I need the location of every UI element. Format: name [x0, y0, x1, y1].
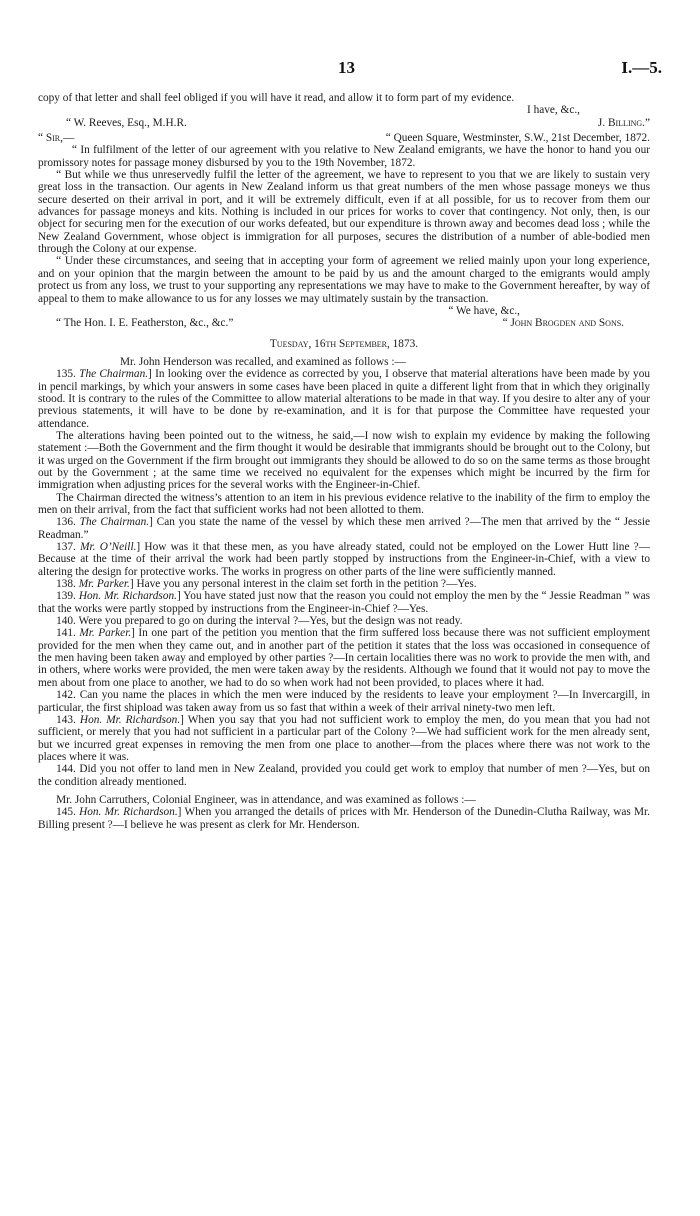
letter1-signoff [38, 117, 650, 129]
session-date: Tuesday, 16th September, 1873. [269, 337, 419, 350]
evidence-entry [38, 492, 650, 517]
question-answer-text: When you arranged the details of prices with Mr. Henderson of the Dunedin-Clutha Railway, was Mr. Billing present ?—I believe he was present as clerk for Mr. Henderson. [38, 806, 651, 831]
letter2-address-date: “ Queen Square, Westminster, S.W., 21st December, 1872. [385, 132, 650, 145]
letter1-addressee: “ W. Reeves, Esq., M.H.R. [66, 116, 187, 129]
question-answer-text: Can you name the places in which the men were induced by the residents to leave your employment ?—In Invercargill, in particular, the first shipload was taken away from us so fast that within a week of their arrival ninety-two men left. [38, 689, 651, 714]
question-number: 145. [56, 806, 76, 819]
question-answer-text: Have you any personal interest in the claim set forth in the petition ?—Yes. [136, 578, 477, 591]
questioner: Hon. Mr. Richardson. [79, 713, 181, 726]
letter2-paragraph: “ In fulfilment of the letter of our agreement with you relative to New Zealand emigrants, we have the honor to hand you our promissory notes for passage money disbursed by you to the 19th November, 1872. [38, 144, 650, 169]
letter2-signature: “ John Brogden and Sons. [502, 317, 624, 330]
questioner: The Chairman. [79, 368, 149, 381]
evidence-entry: 137. Mr. O’Neill.] How was it that these men, as you have already stated, could not be employed on the Lower Hutt line ?—Because at the time of their arrival the work had been partly stopped by instructions from the Engineer-in-Chief, with a view to altering the design for protective works. The works in progress on other parts of the line were sufficiently manned. [38, 541, 650, 578]
question-number: 141. [56, 627, 76, 640]
document-reference: I.—5. [621, 58, 662, 77]
question-number: 136. [56, 516, 76, 529]
evidence-entry: 136. The Chairman.] Can you state the name of the vessel by which these men arrived ?—The men that arrived by the “ Jessie Readman.” [38, 516, 651, 541]
letter2-signoff [38, 317, 650, 329]
evidence-entry [38, 430, 650, 492]
letter1-tail: copy of that letter and shall feel obliged if you will have it read, and allow it to form part of my evidence. [38, 92, 515, 104]
questioner: Mr. O’Neill. [80, 541, 137, 554]
question-answer-text: Can you state the name of the vessel by which these men arrived ?—The men that arrived by the “ Jessie Readman.” [38, 516, 651, 541]
evidence-entry [38, 763, 650, 788]
questioner: The Chairman. [79, 516, 150, 529]
question-number: 140. [56, 615, 76, 628]
questioner: Mr. Parker. [78, 578, 130, 591]
letter2-paragraph: “ But while we thus unreservedly fulfil the letter of the agreement, we have to represent to you that we are likely to sustain very great loss in the transaction. Our agents in New Zealand inform us that great numbers of the men whose passage moneys we thus secure deserted on their arrival in port, and it will be extremely difficult, even if at all possible, for us to recover from them our advances for passage moneys and kits. Nothing is included in our prices for works to cover that contingency. Not only, then, is our object for securing men for the execution of our works defeated, but our expenditure is thrown away and becomes dead loss ; while the New Zealand Government, whose object is immigration for all purposes, secures the distribution of a number of able-bodied men through the Colony at our expense. [38, 169, 650, 256]
question-number: 143. [56, 713, 76, 726]
evidence-entry [38, 615, 650, 627]
evidence-entry: 139. Hon. Mr. Richardson.] You have stated just now that the reason you could not employ the men by the “ Jessie Readman ” was that the works were partly stopped by instructions from the Engineer-in-Chief ?—Yes. [38, 590, 651, 615]
questioner: Hon. Mr. Richardson. [78, 590, 177, 603]
letter2-salutation: “ Sir,— [38, 132, 75, 145]
question-answer-text: In looking over the evidence as corrected by you, I observe that material alterations have been made by you in pencil markings, by which your answers in some cases have been placed in quite a different light from that in which they originally stood. It is contrary to the rules of the Committee to allow material alterations to be made in that way. If you desire to alter any of your previous statements, it will have to be done by re-examination, and it is for that purpose the Committee have requested your attendance. [38, 368, 651, 430]
evidence-entry [38, 689, 650, 714]
question-answer-text: In one part of the petition you mention that the firm suffered loss because there was not sufficient employment provided for the men when they came out, and in another part of the petition it states that the loss was occasioned in consequence of the men having been taken away and employed by other parties ?—In certain localities there was no work to provide the men with, and in others, where works were provided, the men were taken away by the residents. Although we found that it would not pay to move the men about from one place to another, we had to do so when work had not been provided, to places where it had. [38, 627, 650, 689]
letter2-paragraph: “ Under these circumstances, and seeing that in accepting your form of agreement we relied mainly upon your long experience, and on your opinion that the margin between the amount to be paid by us and the amount charged to the emigrants would amply protect us from any loss, we trust to your supporting any representations we may have to make to the Government hereafter, by way of appeal to them to make allowance to us for any losses we may ultimately sustain by the transaction. [38, 255, 650, 305]
question-number: 137. [56, 541, 76, 554]
second-witness-intro: Mr. John Carruthers, Colonial Engineer, was in attendance, and was examined as follows :— [56, 793, 476, 806]
question-number: 142. [56, 689, 76, 702]
page-number: 13 [338, 58, 355, 77]
letter2-closing: “ We have, &c., [448, 304, 520, 317]
evidence-entry: 143. Hon. Mr. Richardson.] When you say that you had not sufficient work to employ the men, do you mean that you had not sufficient, or merely that you had not sufficient in a particular part of the Colony ?—We had sufficient work for the men already sent, but we incurred great expenses in removing the men from one place to another—from the places where there was not work to the places where it was. [38, 713, 650, 763]
letter2-heading [38, 132, 650, 144]
body-text [38, 92, 650, 831]
letter2-addressee: “ The Hon. I. E. Featherston, &c., &c.” [56, 317, 234, 330]
question-answer-text: Did you not offer to land men in New Zealand, provided you could get work to employ that number of men ?—Yes, but on the condition already mentioned. [38, 763, 650, 788]
evidence-entry: 135. The Chairman.] In looking over the evidence as corrected by you, I observe that material alterations have been made by you in pencil markings, by which your answers in some cases have been placed in quite a different light from that in which they originally stood. It is contrary to the rules of the Committee to allow material alterations to be made in that way. If you desire to alter any of your previous statements, it will have to be done by re-examination, and it is for that purpose the Committee have requested your attendance. [38, 368, 651, 430]
letter1-signature: J. Billing.” [597, 116, 650, 129]
question-number: 144. [56, 763, 76, 776]
evidence-list [38, 368, 650, 788]
question-answer-text: The alterations having been pointed out to the witness, he said,—I now wish to explain my evidence by making the following statement :—Both the Government and the firm thought it would be desirable that immigrants should be brought out to the Colony, but it was urged on the Government if the firm brought out immigrants they should be allowed to do so on the same terms as those brought out by the Government ; at the same time we received no equivalent for the expenses which might be incurred by the firm for immigration when adjusting prices for the several works with the Engineer-in-Chief. [38, 429, 650, 492]
question-number: 139. [56, 590, 76, 603]
question-answer-text: The Chairman directed the witness’s attention to an item in his previous evidence relative to the inability of the firm to employ the men on their arrival, from the fact that sufficient works had not been allotted to them. [38, 491, 650, 516]
question-number: 138. [56, 578, 76, 591]
question-number: 135. [56, 368, 76, 381]
witness-intro: Mr. John Henderson was recalled, and examined as follows :— [120, 355, 406, 368]
question-answer-text: How was it that these men, as you have already stated, could not be employed on the Lower Hutt line ?—Because at the time of their arrival the work had been partly stopped by instructions from the Engineer-in-Chief, with a view to altering the design for protective works. The works in progress on other parts of the line were sufficiently manned. [38, 541, 650, 578]
question-answer-text: You have stated just now that the reason you could not employ the men by the “ Jessie Readman ” was that the works were partly stopped by instructions from the Engineer-in-Chief ?—Yes. [38, 590, 651, 615]
question-answer-text: When you say that you had not sufficient work to employ the men, do you mean that you had not sufficient, or merely that you had not sufficient in a particular part of the Colony ?—We had sufficient work for the men already sent, but we incurred great expenses in removing the men from one place to another—from the places where there was not work to the places where it was. [38, 713, 650, 763]
evidence-entry: 141. Mr. Parker.] In one part of the petition you mention that the firm suffered loss because there was not sufficient employment provided for the men when they came out, and in another part of the petition it states that the loss was occasioned in consequence of the men having been taken away and employed by other parties ?—In certain localities there was no work to provide the men with, and in others, where works were provided, the men were taken away by the residents. Although we found that it would not pay to move the men about from one place to another, we had to do so when work had not been provided, to places where it had. [38, 627, 650, 689]
evidence-entry: 138. Mr. Parker.] Have you any personal interest in the claim set forth in the petition ?—Yes. [56, 578, 477, 591]
questioner: Hon. Mr. Richardson. [79, 806, 178, 819]
question-answer-text: Were you prepared to go on during the interval ?—Yes, but the design was not ready. [78, 615, 463, 628]
letter1-closing: I have, &c., [526, 104, 580, 117]
evidence-entry: 145. Hon. Mr. Richardson.] When you arranged the details of prices with Mr. Henderson of the Dunedin-Clutha Railway, was Mr. Billing present ?—I believe he was present as clerk for Mr. Henderson. [38, 806, 651, 831]
questioner: Mr. Parker. [79, 627, 132, 640]
